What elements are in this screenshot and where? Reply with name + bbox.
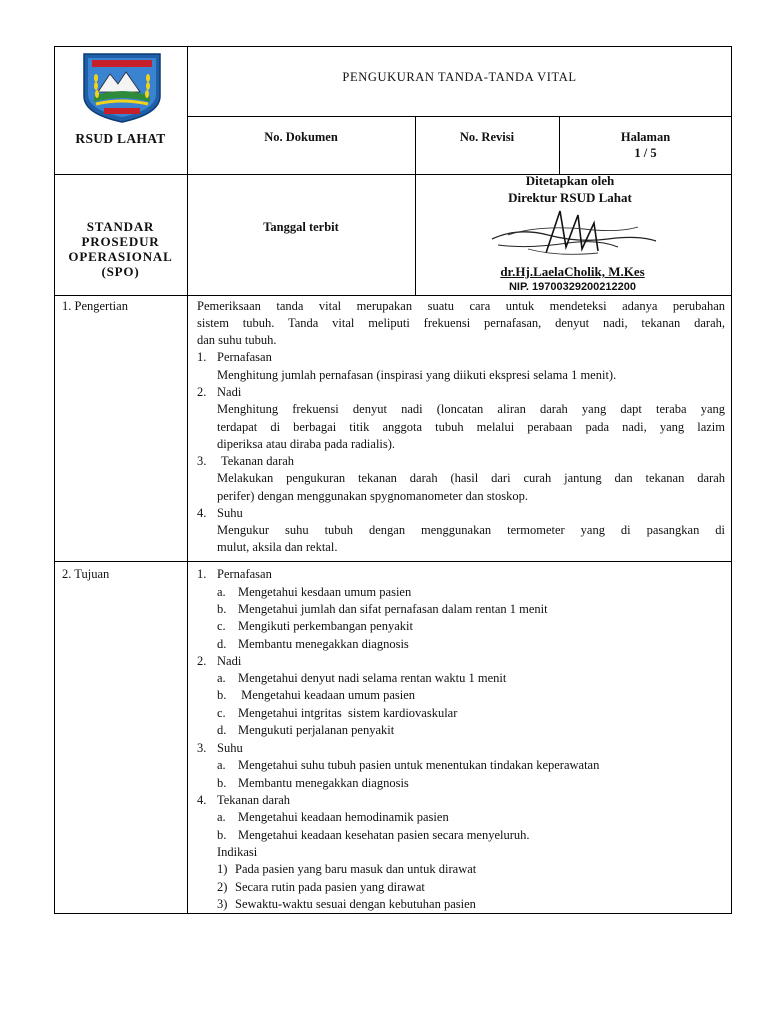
item-text-line: Menghitung frekuensi denyut nadi (loncatan aliran darah yang dapt teraba yang <box>217 402 725 416</box>
sub-text: Membantu menegakkan diagnosis <box>238 637 409 651</box>
signer-name: dr.Hj.LaelaCholik, M.Kes <box>500 264 645 279</box>
item-text-line: perifer) dengan menggunakan spygnomanometer dan stoskop. <box>217 489 529 503</box>
section-label-pengertian: 1. Pengertian <box>62 299 128 313</box>
content-divider-v <box>187 295 188 914</box>
sub-text: Membantu menegakkan diagnosis <box>238 776 409 790</box>
item-text-line: mulut, aksila dan rektal. <box>217 540 338 554</box>
item-number: 3. <box>197 454 207 468</box>
item-title: Suhu <box>217 506 243 520</box>
group-number: 2. <box>197 654 207 668</box>
issue-date-label: Tanggal terbit <box>263 220 339 234</box>
item-number: 4. <box>197 506 207 520</box>
sub-text: Mengetahui suhu tubuh pasien untuk menentukan tindakan keperawatan <box>238 758 600 772</box>
group-title: Pernafasan <box>217 567 272 581</box>
page-value: 1 / 5 <box>634 146 657 160</box>
indication-number: 1) <box>217 862 228 876</box>
signature <box>488 205 658 263</box>
group-number: 3. <box>197 741 207 755</box>
sub-letter: a. <box>217 671 226 685</box>
header-divider-v3 <box>559 116 560 174</box>
approval-line-1: Ditetapkan oleh <box>525 173 615 188</box>
sub-letter: c. <box>217 619 226 633</box>
item-text-line: diperiksa atau diraba pada radialis). <box>217 437 396 451</box>
item-text-line: Melakukan pengukuran tekanan darah (hasil dari curah jantung dan tekanan darah <box>217 471 725 485</box>
group-title: Suhu <box>217 741 243 755</box>
sub-text: Mengetahui keadaan hemodinamik pasien <box>238 810 449 824</box>
group-number: 1. <box>197 567 207 581</box>
item-text-line: terdapat di berbagai titik anggota tubuh melalui perabaan pada nadi, yang lazim <box>217 420 725 434</box>
spo-line-1: STANDAR <box>86 219 155 234</box>
doc-number-label: No. Dokumen <box>264 130 338 144</box>
revision-label: No. Revisi <box>459 130 515 144</box>
indication-text: Sewaktu-waktu sesuai dengan kebutuhan pasien <box>235 897 476 911</box>
sub-letter: c. <box>217 706 226 720</box>
indication-text: Secara rutin pada pasien yang dirawat <box>235 880 425 894</box>
group-title: Tekanan darah <box>217 793 291 807</box>
sub-letter: a. <box>217 810 226 824</box>
item-text-line: Mengukur suhu tubuh dengan menggunakan termometer yang di pasangkan di <box>217 523 725 537</box>
intro-line-1: Pemeriksaan tanda vital merupakan suatu cara untuk mendeteksi adanya perubahan <box>197 299 725 313</box>
org-name: RSUD LAHAT <box>75 131 166 146</box>
sub-letter: d. <box>217 637 227 651</box>
sub-letter: d. <box>217 723 227 737</box>
sub-text: Mengetahui denyut nadi selama rentan waktu 1 menit <box>238 671 507 685</box>
item-number: 2. <box>197 385 207 399</box>
sub-text: Mengukuti perjalanan penyakit <box>238 723 395 737</box>
sub-text: Mengetahui keadaan umum pasien <box>238 688 416 702</box>
sub-letter: a. <box>217 758 226 772</box>
sub-letter: b. <box>217 602 227 616</box>
sub-letter: a. <box>217 585 226 599</box>
signer-nip: NIP. 19700329200212200 <box>508 281 637 293</box>
item-title: Pernafasan <box>217 350 272 364</box>
page-label: Halaman <box>620 130 671 144</box>
approval-line-2: Direktur RSUD Lahat <box>508 190 632 205</box>
intro-line-2: sistem tubuh. Tanda vital meliputi frekuensi pernafasan, denyut nadi, tekanan darah, <box>197 316 725 330</box>
handwritten-signature-icon <box>488 205 658 263</box>
indication-label: Indikasi <box>217 845 258 859</box>
hospital-logo <box>80 52 164 124</box>
spo-line-3: OPERASIONAL <box>68 249 173 264</box>
sub-text: Mengetahui keadaan kesehatan pasien secara menyeluruh. <box>238 828 530 842</box>
section-label-tujuan: 2. Tujuan <box>62 567 110 581</box>
sub-letter: b. <box>217 776 227 790</box>
content-divider-h <box>54 561 732 562</box>
spo-line-2: PROSEDUR <box>81 234 160 249</box>
rsud-lahat-crest-icon <box>80 52 164 124</box>
group-number: 4. <box>197 793 207 807</box>
sub-letter: b. <box>217 828 227 842</box>
document-title: PENGUKURAN TANDA-TANDA VITAL <box>342 70 577 84</box>
group-title: Nadi <box>217 654 242 668</box>
item-text-line: Menghitung jumlah pernafasan (inspirasi yang diikuti ekspresi selama 1 menit). <box>217 368 617 382</box>
indication-number: 3) <box>217 897 228 911</box>
indication-text: Pada pasien yang baru masuk dan untuk dirawat <box>235 862 477 876</box>
indication-number: 2) <box>217 880 228 894</box>
header-divider-h1 <box>187 116 732 117</box>
spo-title <box>54 219 187 279</box>
sub-text: Mengikuti perkembangan penyakit <box>238 619 413 633</box>
item-number: 1. <box>197 350 207 364</box>
item-title: Tekanan darah <box>221 454 295 468</box>
sub-text: Mengetahui intgritas sistem kardiovaskular <box>238 706 458 720</box>
spo-line-4: (SPO) <box>101 264 140 279</box>
sub-text: Mengetahui kesdaan umum pasien <box>238 585 412 599</box>
sub-letter: b. <box>217 688 227 702</box>
sub-text: Mengetahui jumlah dan sifat pernafasan dalam rentan 1 menit <box>238 602 548 616</box>
item-title: Nadi <box>217 385 242 399</box>
intro-line-3: dan suhu tubuh. <box>197 333 277 347</box>
